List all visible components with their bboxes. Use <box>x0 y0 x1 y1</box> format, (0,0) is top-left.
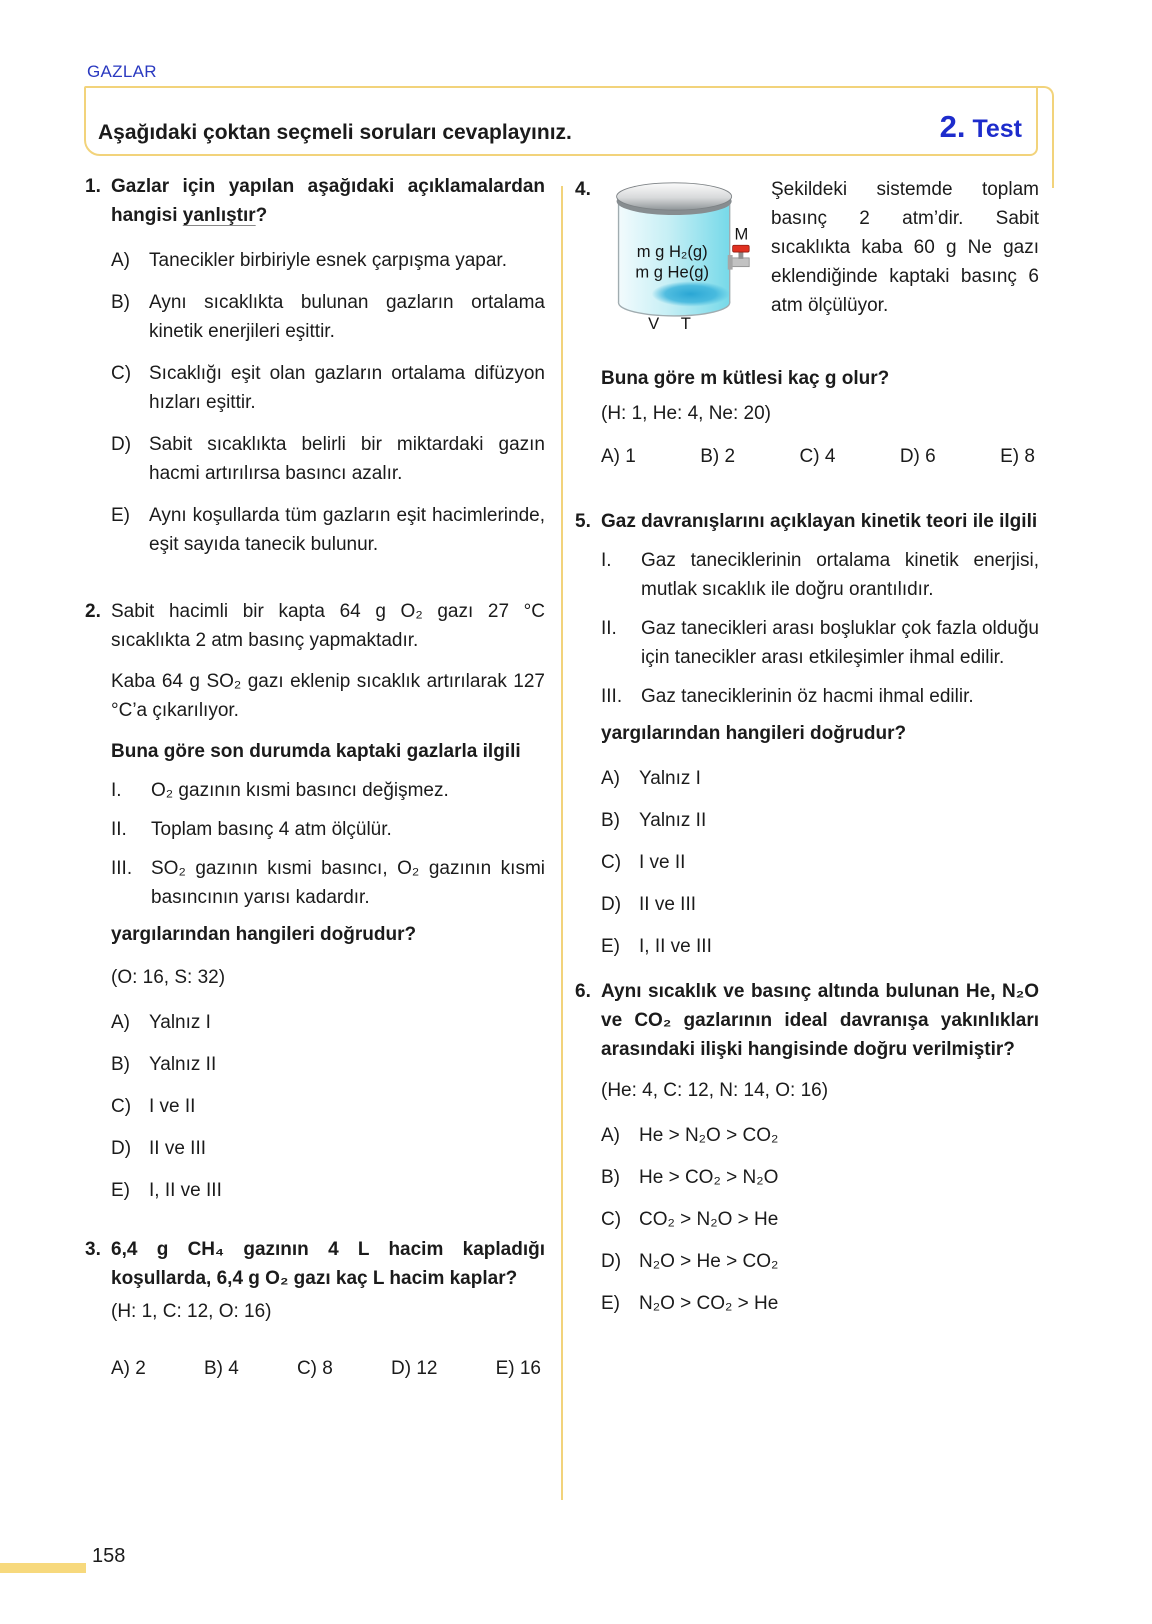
question-5 <box>575 507 1039 961</box>
option <box>111 1176 545 1205</box>
option <box>391 1354 437 1383</box>
option-text: 6 <box>925 446 936 467</box>
roman-items <box>111 776 545 912</box>
question-body <box>111 172 545 559</box>
question-1-header <box>85 172 545 559</box>
roman-items <box>601 546 1039 711</box>
roman-item-label: II. <box>111 819 127 840</box>
option-text: 4 <box>824 446 836 467</box>
option-label: E) <box>601 936 620 957</box>
question-number: 5. <box>575 511 591 532</box>
question-number: 2. <box>85 601 101 622</box>
option-label: E) <box>601 1293 620 1314</box>
question-closing: yargılarından hangileri doğrudur? <box>111 924 417 945</box>
question-paragraph: Şekildeki sistemde toplam basınç 2 atm’dir. Sabit sıcaklıkta kaba 60 g Ne gazı eklendiğinde kaptaki basınç 6 atm ölçülüyor. <box>771 179 1039 316</box>
option-label: B) <box>601 810 620 831</box>
diagram-gas-label: m g He(g) <box>635 262 709 282</box>
question-2-header <box>85 597 545 1205</box>
option <box>111 1008 545 1037</box>
option-text: 12 <box>416 1358 438 1379</box>
option-text: I, II ve III <box>149 1180 222 1201</box>
option <box>111 1050 545 1079</box>
given-values: (H: 1, He: 4, Ne: 20) <box>601 403 772 424</box>
question-number: 4. <box>575 179 591 200</box>
option-text: Yalnız II <box>149 1054 217 1075</box>
option-label: D) <box>601 1251 622 1272</box>
options-list <box>601 764 1039 961</box>
gas-cylinder-svg <box>601 175 757 333</box>
option-text: CO₂ > N₂O > He <box>639 1209 779 1230</box>
roman-item <box>601 682 1039 711</box>
stem-text: Gazlar için yapılan aşağıdaki açıklamalardan hangisi <box>111 176 545 226</box>
question-stem: Aynı sıcaklık ve basınç altında bulunan He, N₂O ve CO₂ gazlarının ideal davranışa yakınlıkları arasındaki ilişki hangisinde doğru verilmiştir? <box>601 981 1039 1060</box>
valve-label: M <box>734 224 749 244</box>
section-label: GAZLAR <box>87 62 157 81</box>
roman-item-text: Toplam basınç 4 atm ölçülür. <box>151 819 392 840</box>
question-stem: Buna göre m kütlesi kaç g olur? <box>601 368 890 389</box>
option-text: 1 <box>625 446 636 467</box>
option <box>800 442 836 471</box>
option-label: A) <box>111 1012 130 1033</box>
option-label: A) <box>601 1125 620 1146</box>
option-text: II ve III <box>639 894 697 915</box>
question-body <box>111 1235 545 1383</box>
roman-item <box>111 815 545 844</box>
option-label: C) <box>111 363 132 384</box>
option <box>297 1354 333 1383</box>
option <box>601 806 1039 835</box>
option <box>601 1163 1039 1192</box>
valve-handle <box>733 245 750 252</box>
option-text: N₂O > He > CO₂ <box>639 1251 779 1272</box>
options-row <box>111 1354 545 1383</box>
roman-item <box>601 546 1039 604</box>
option-label: C) <box>601 852 622 873</box>
left-column <box>85 172 545 1383</box>
option <box>111 246 545 275</box>
options-list <box>601 1121 1039 1318</box>
valve-flange <box>728 255 733 270</box>
option <box>601 1205 1039 1234</box>
question-stem: Buna göre son durumda kaptaki gazlarla ilgili <box>111 741 521 762</box>
question-body <box>111 597 545 1205</box>
question-paragraph: Kaba 64 g SO₂ gazı eklenip sıcaklık artırılarak 127 °C’a çıkarılıyor. <box>111 671 545 721</box>
option <box>601 1247 1039 1276</box>
roman-item-label: III. <box>601 686 623 707</box>
option <box>900 442 936 471</box>
option-text: N₂O > CO₂ > He <box>639 1293 779 1314</box>
question-6-header <box>575 977 1039 1318</box>
question-3 <box>85 1235 545 1383</box>
option-text: I ve II <box>639 852 686 873</box>
roman-item-text: Gaz taneciklerinin ortalama kinetik enerjisi, mutlak sıcaklık ile doğru orantılıdır. <box>641 550 1039 600</box>
option-label: B) <box>203 1358 223 1379</box>
roman-item-label: III. <box>111 858 133 879</box>
option <box>111 1354 146 1383</box>
stem-underlined-word: yanlıştır <box>182 205 256 226</box>
option <box>204 1354 239 1383</box>
option-label: E) <box>495 1358 515 1379</box>
stem-punctuation: ? <box>255 205 268 226</box>
option <box>111 1092 545 1121</box>
option <box>601 932 1039 961</box>
option-label: D) <box>601 894 622 915</box>
temperature-label: T <box>680 314 691 333</box>
gas-container-diagram <box>601 175 757 342</box>
question-number: 3. <box>85 1239 101 1260</box>
option-text: Aynı sıcaklıkta bulunan gazların ortalama kinetik enerjileri eşittir. <box>149 292 545 342</box>
question-stem: Gaz davranışlarını açıklayan kinetik teori ile ilgili <box>601 511 1038 532</box>
option-label: E) <box>1000 446 1020 467</box>
test-number: 2. <box>939 109 966 144</box>
roman-item <box>111 854 545 912</box>
page-number: 158 <box>92 1545 126 1567</box>
option-label: D) <box>390 1358 412 1379</box>
option <box>111 501 545 559</box>
roman-item-text: Gaz taneciklerinin öz hacmi ihmal edilir. <box>641 686 974 707</box>
option-text: II ve III <box>149 1138 207 1159</box>
option <box>111 430 545 488</box>
option <box>601 848 1039 877</box>
option-text: Yalnız II <box>639 810 707 831</box>
question-stem: 6,4 g CH₄ gazının 4 L hacim kapladığı koşullarda, 6,4 g O₂ gazı kaç L hacim kaplar? <box>111 1239 545 1289</box>
option-text: Aynı koşullarda tüm gazların eşit hacimlerinde, eşit sayıda tanecik bulunur. <box>149 505 545 555</box>
roman-item-label: II. <box>601 618 617 639</box>
option-label: C) <box>799 446 820 467</box>
roman-item-label: I. <box>601 550 612 571</box>
option <box>111 1134 545 1163</box>
option-text: 8 <box>322 1358 333 1379</box>
instruction-text: Aşağıdaki çoktan seçmeli soruları cevaplayınız. <box>98 121 572 144</box>
question-4 <box>575 175 1039 471</box>
diagram-gas-label: m g H₂(g) <box>636 241 708 261</box>
footer-bar <box>0 1563 86 1573</box>
option-text: Sıcaklığı eşit olan gazların ortalama difüzyon hızları eşittir. <box>149 363 545 413</box>
roman-item <box>601 614 1039 672</box>
options-list <box>111 1008 545 1205</box>
options-list <box>111 246 545 559</box>
option-label: D) <box>111 1138 132 1159</box>
column-divider <box>561 186 563 1500</box>
option-label: A) <box>601 768 620 789</box>
roman-item-text: O₂ gazının kısmi basıncı değişmez. <box>151 780 449 801</box>
option-label: D) <box>899 446 920 467</box>
question-5-header <box>575 507 1039 961</box>
option <box>111 288 545 346</box>
option-text: 2 <box>135 1358 146 1379</box>
option-label: B) <box>601 1167 620 1188</box>
question-number: 1. <box>85 176 101 197</box>
question-body <box>601 175 1039 471</box>
option-text: 2 <box>724 446 736 467</box>
roman-item <box>111 776 545 805</box>
lid-top <box>617 183 732 210</box>
instruction-banner <box>84 86 1038 156</box>
options-row <box>601 442 1039 471</box>
option-label: B) <box>111 292 130 313</box>
option-label: C) <box>296 1358 317 1379</box>
test-badge <box>940 109 1022 145</box>
option-text: He > CO₂ > N₂O <box>639 1167 779 1188</box>
option <box>700 442 735 471</box>
option-text: 16 <box>519 1358 541 1379</box>
given-values: (O: 16, S: 32) <box>111 967 226 988</box>
valve-stem <box>738 252 743 259</box>
question-1 <box>85 172 545 559</box>
question-4-header <box>575 175 1039 471</box>
option-label: B) <box>700 446 720 467</box>
question-body <box>601 977 1039 1318</box>
option-text: Yalnız I <box>639 768 701 789</box>
question-3-header <box>85 1235 545 1383</box>
option-label: E) <box>111 1180 130 1201</box>
option <box>601 1121 1039 1150</box>
test-label: Test <box>972 115 1022 143</box>
question-2 <box>85 597 545 1205</box>
option-text: He > N₂O > CO₂ <box>639 1125 779 1146</box>
question-paragraph: Sabit hacimli bir kapta 64 g O₂ gazı 27 °C sıcaklıkta 2 atm basınç yapmaktadır. <box>111 601 545 651</box>
option-text: Sabit sıcaklıkta belirli bir miktardaki gazın hacmi artırılırsa basıncı azalır. <box>149 434 545 484</box>
question-body <box>601 507 1039 961</box>
option-label: B) <box>111 1054 130 1075</box>
option-label: A) <box>601 446 620 467</box>
option-label: A) <box>111 1358 130 1379</box>
option-text: I ve II <box>149 1096 196 1117</box>
option-text: Tanecikler birbiriyle esnek çarpışma yapar. <box>149 250 507 271</box>
option-label: E) <box>111 505 130 526</box>
roman-item-text: Gaz tanecikleri arası boşluklar çok fazla olduğu için tanecikler arası etkileşimler ihmal edilir. <box>641 618 1039 668</box>
option <box>601 890 1039 919</box>
given-values: (He: 4, C: 12, N: 14, O: 16) <box>601 1080 829 1101</box>
option-label: D) <box>111 434 132 455</box>
question-stem <box>111 172 545 230</box>
option-label: A) <box>111 250 130 271</box>
given-values: (H: 1, C: 12, O: 16) <box>111 1301 272 1322</box>
question-closing: yargılarından hangileri doğrudur? <box>601 723 907 744</box>
option-text: I, II ve III <box>639 936 712 957</box>
diagram-and-text <box>601 175 1039 342</box>
option <box>601 764 1039 793</box>
question-number: 6. <box>575 981 591 1002</box>
option <box>1000 442 1035 471</box>
option <box>496 1354 541 1383</box>
roman-item-text: SO₂ gazının kısmi basıncı, O₂ gazının kısmi basıncının yarısı kadardır. <box>151 858 545 908</box>
option <box>601 1289 1039 1318</box>
option <box>601 442 636 471</box>
option-text: 4 <box>228 1358 239 1379</box>
option-label: C) <box>111 1096 132 1117</box>
option <box>111 359 545 417</box>
corner-bracket <box>1036 86 1054 188</box>
option-text: Yalnız I <box>149 1012 211 1033</box>
volume-label: V <box>648 314 660 333</box>
question-6 <box>575 977 1039 1318</box>
option-label: C) <box>601 1209 622 1230</box>
right-column <box>575 175 1039 1318</box>
option-text: 8 <box>1024 446 1035 467</box>
roman-item-label: I. <box>111 780 122 801</box>
